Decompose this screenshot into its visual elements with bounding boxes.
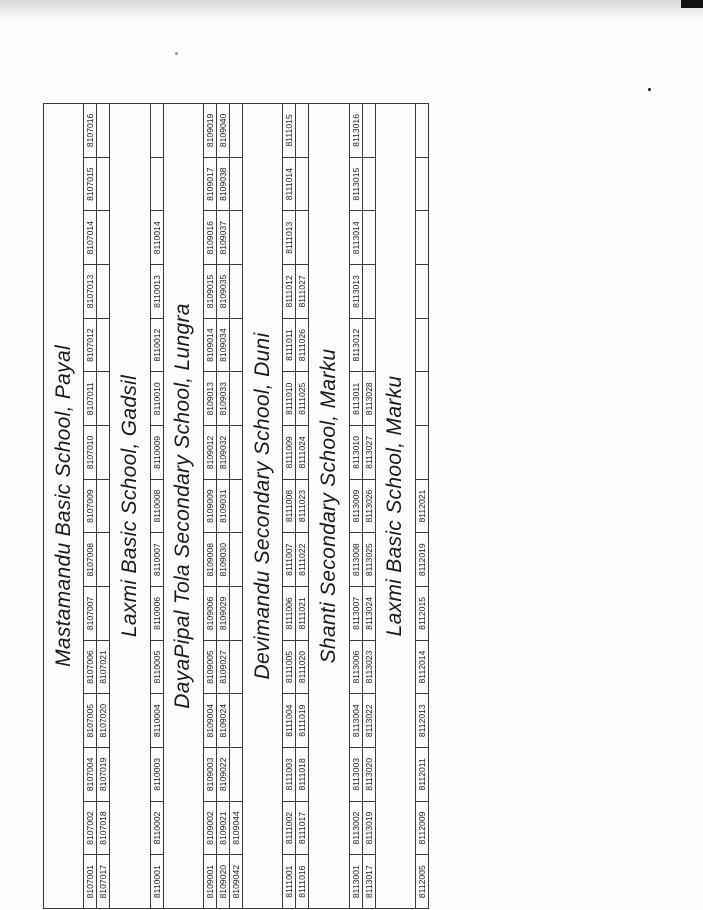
- table-cell: [229, 318, 242, 372]
- table-cell: [97, 265, 110, 319]
- table-cell: [150, 104, 163, 158]
- table-cell: 8111025: [296, 372, 309, 426]
- table-cell: 8113025: [362, 533, 375, 587]
- table-cell: 8109044: [229, 801, 242, 855]
- table-cell: 8109033: [216, 372, 229, 426]
- table-cell: 8111021: [296, 587, 309, 641]
- table-cell: 8109006: [203, 587, 216, 641]
- table-row: [349, 104, 362, 909]
- scan-corner-edge: [681, 0, 703, 8]
- table-cell: [362, 265, 375, 319]
- table-row: [216, 104, 229, 909]
- table-cell: 8113015: [349, 157, 362, 211]
- table-cell: 8111024: [296, 426, 309, 480]
- table-cell: 8107020: [97, 694, 110, 748]
- table-cell: 8111007: [283, 533, 296, 587]
- table-cell: 8109009: [203, 479, 216, 533]
- table-cell: 8112009: [415, 801, 428, 855]
- table-cell: [415, 372, 428, 426]
- table-cell: 8110013: [150, 265, 163, 319]
- table-cell: 8109031: [216, 479, 229, 533]
- scan-speck: [648, 88, 651, 91]
- table-cell: 8109040: [216, 104, 229, 158]
- table-cell: 8107010: [84, 426, 97, 480]
- table-cell: 8113011: [349, 372, 362, 426]
- table-cell: 8113027: [362, 426, 375, 480]
- table-cell: [415, 157, 428, 211]
- table-cell: [229, 694, 242, 748]
- rotated-document-sheet: [43, 103, 429, 909]
- school-title-row: [163, 104, 203, 909]
- table-cell: 8109042: [229, 855, 242, 909]
- table-cell: [97, 372, 110, 426]
- table-cell: 8109005: [203, 640, 216, 694]
- table-cell: 8111022: [296, 533, 309, 587]
- table-cell: 8113028: [362, 372, 375, 426]
- table-cell: [229, 104, 242, 158]
- table-cell: 8111020: [296, 640, 309, 694]
- table-cell: 8111016: [296, 855, 309, 909]
- table-cell: 8109030: [216, 533, 229, 587]
- school-title: Laxmi Basic School, Marku: [375, 104, 415, 909]
- table-cell: 8112011: [415, 748, 428, 802]
- table-cell: 8107007: [84, 587, 97, 641]
- table-cell: 8107008: [84, 533, 97, 587]
- table-cell: 8111003: [283, 748, 296, 802]
- table-cell: [362, 157, 375, 211]
- table-cell: 8107016: [84, 104, 97, 158]
- table-cell: 8109020: [216, 855, 229, 909]
- table-cell: 8109032: [216, 426, 229, 480]
- school-title: Mastamandu Basic School, Payal: [44, 104, 84, 909]
- table-cell: 8111004: [283, 694, 296, 748]
- table-cell: [97, 104, 110, 158]
- table-cell: 8113016: [349, 104, 362, 158]
- table-cell: 8113023: [362, 640, 375, 694]
- table-cell: [229, 265, 242, 319]
- school-title: Shanti Secondary School, Marku: [309, 104, 349, 909]
- table-cell: 8113001: [349, 855, 362, 909]
- school-title-row: [242, 104, 282, 909]
- table-cell: 8107005: [84, 694, 97, 748]
- table-cell: 8113004: [349, 694, 362, 748]
- table-cell: [229, 157, 242, 211]
- table-cell: 8113014: [349, 211, 362, 265]
- table-cell: 8109038: [216, 157, 229, 211]
- table-cell: 8109004: [203, 694, 216, 748]
- table-cell: [97, 157, 110, 211]
- table-cell: 8111001: [283, 855, 296, 909]
- table-cell: 8107014: [84, 211, 97, 265]
- table-cell: [229, 640, 242, 694]
- table-cell: 8109035: [216, 265, 229, 319]
- table-cell: [97, 318, 110, 372]
- table-cell: [97, 479, 110, 533]
- school-title-row: [110, 104, 150, 909]
- table-cell: 8113017: [362, 855, 375, 909]
- table-cell: 8110002: [150, 801, 163, 855]
- table-cell: 8111012: [283, 265, 296, 319]
- table-cell: 8111009: [283, 426, 296, 480]
- table-cell: 8110008: [150, 479, 163, 533]
- school-id-table: [43, 103, 429, 909]
- table-cell: 8109029: [216, 587, 229, 641]
- table-cell: 8109027: [216, 640, 229, 694]
- table-cell: 8110012: [150, 318, 163, 372]
- table-cell: 8109008: [203, 533, 216, 587]
- table-cell: 8110001: [150, 855, 163, 909]
- table-cell: 8109034: [216, 318, 229, 372]
- table-cell: 8107009: [84, 479, 97, 533]
- table-cell: 8107013: [84, 265, 97, 319]
- table-row: [229, 104, 242, 909]
- school-title-row: [375, 104, 415, 909]
- table-cell: 8107004: [84, 748, 97, 802]
- table-cell: 8113010: [349, 426, 362, 480]
- table-cell: [415, 318, 428, 372]
- table-cell: 8109037: [216, 211, 229, 265]
- table-cell: [415, 104, 428, 158]
- table-cell: 8113009: [349, 479, 362, 533]
- table-cell: [415, 211, 428, 265]
- table-cell: [229, 479, 242, 533]
- table-row: [283, 104, 296, 909]
- scan-top-shadow: [0, 0, 703, 20]
- table-cell: 8110003: [150, 748, 163, 802]
- table-cell: [229, 372, 242, 426]
- table-cell: [296, 211, 309, 265]
- table-cell: 8111019: [296, 694, 309, 748]
- table-cell: 8107017: [97, 855, 110, 909]
- table-cell: 8113020: [362, 748, 375, 802]
- table-cell: 8110005: [150, 640, 163, 694]
- table-cell: 8113024: [362, 587, 375, 641]
- table-cell: 8109021: [216, 801, 229, 855]
- table-row: [362, 104, 375, 909]
- table-cell: 8112021: [415, 479, 428, 533]
- table-cell: 8110007: [150, 533, 163, 587]
- table-cell: [362, 104, 375, 158]
- table-cell: 8110014: [150, 211, 163, 265]
- table-cell: [362, 211, 375, 265]
- table-cell: 8109017: [203, 157, 216, 211]
- table-cell: 8111017: [296, 801, 309, 855]
- table-cell: 8107019: [97, 748, 110, 802]
- table-cell: [97, 426, 110, 480]
- table-cell: 8111015: [283, 104, 296, 158]
- table-cell: 8113022: [362, 694, 375, 748]
- table-cell: [229, 426, 242, 480]
- table-cell: 8109022: [216, 748, 229, 802]
- table-cell: 8111011: [283, 318, 296, 372]
- table-cell: [296, 104, 309, 158]
- table-cell: 8113007: [349, 587, 362, 641]
- table-cell: 8109014: [203, 318, 216, 372]
- table-cell: [229, 533, 242, 587]
- table-cell: 8111002: [283, 801, 296, 855]
- table-cell: 8109003: [203, 748, 216, 802]
- table-cell: 8107021: [97, 640, 110, 694]
- school-title: Laxmi Basic School, Gadsil: [110, 104, 150, 909]
- school-title: Devimandu Secondary School, Duni: [242, 104, 282, 909]
- table-cell: [97, 587, 110, 641]
- school-title-row: [309, 104, 349, 909]
- table-row: [203, 104, 216, 909]
- table-cell: 8107006: [84, 640, 97, 694]
- table-cell: 8107018: [97, 801, 110, 855]
- table-cell: 8109016: [203, 211, 216, 265]
- table-cell: [229, 211, 242, 265]
- table-cell: 8111023: [296, 479, 309, 533]
- table-cell: 8109015: [203, 265, 216, 319]
- table-cell: 8111010: [283, 372, 296, 426]
- table-cell: 8111027: [296, 265, 309, 319]
- table-cell: 8112013: [415, 694, 428, 748]
- school-title-row: [44, 104, 84, 909]
- table-cell: 8111013: [283, 211, 296, 265]
- table-cell: 8111018: [296, 748, 309, 802]
- table-cell: 8111008: [283, 479, 296, 533]
- table-cell: 8113006: [349, 640, 362, 694]
- table-cell: [150, 157, 163, 211]
- table-row: [84, 104, 97, 909]
- table-cell: 8112015: [415, 587, 428, 641]
- table-cell: 8109012: [203, 426, 216, 480]
- table-cell: [362, 318, 375, 372]
- school-title: DayaPipal Tola Secondary School, Lungra: [163, 104, 203, 909]
- table-cell: [415, 426, 428, 480]
- table-cell: 8113003: [349, 748, 362, 802]
- table-cell: [415, 265, 428, 319]
- scan-speck: [175, 52, 178, 55]
- table-cell: [229, 587, 242, 641]
- table-cell: 8109002: [203, 801, 216, 855]
- table-cell: 8107001: [84, 855, 97, 909]
- table-cell: 8113012: [349, 318, 362, 372]
- table-cell: 8111026: [296, 318, 309, 372]
- table-cell: 8110004: [150, 694, 163, 748]
- table-cell: 8110009: [150, 426, 163, 480]
- table-cell: [229, 748, 242, 802]
- table-cell: 8107002: [84, 801, 97, 855]
- table-cell: 8113019: [362, 801, 375, 855]
- table-cell: 8113002: [349, 801, 362, 855]
- table-cell: 8112005: [415, 855, 428, 909]
- table-cell: [296, 157, 309, 211]
- table-cell: 8109013: [203, 372, 216, 426]
- table-cell: 8113026: [362, 479, 375, 533]
- table-cell: 8107012: [84, 318, 97, 372]
- table-row: [415, 104, 428, 909]
- table-cell: 8111005: [283, 640, 296, 694]
- table-cell: 8113013: [349, 265, 362, 319]
- table-cell: 8110006: [150, 587, 163, 641]
- table-cell: [97, 533, 110, 587]
- table-cell: 8109024: [216, 694, 229, 748]
- table-cell: 8111006: [283, 587, 296, 641]
- table-row: [97, 104, 110, 909]
- table-cell: 8112014: [415, 640, 428, 694]
- table-cell: 8107015: [84, 157, 97, 211]
- table-row: [150, 104, 163, 909]
- table-cell: 8109019: [203, 104, 216, 158]
- table-cell: 8111014: [283, 157, 296, 211]
- table-cell: 8109001: [203, 855, 216, 909]
- table-cell: 8107011: [84, 372, 97, 426]
- table-cell: 8110010: [150, 372, 163, 426]
- table-row: [296, 104, 309, 909]
- table-cell: [97, 211, 110, 265]
- table-cell: 8113008: [349, 533, 362, 587]
- table-cell: 8112019: [415, 533, 428, 587]
